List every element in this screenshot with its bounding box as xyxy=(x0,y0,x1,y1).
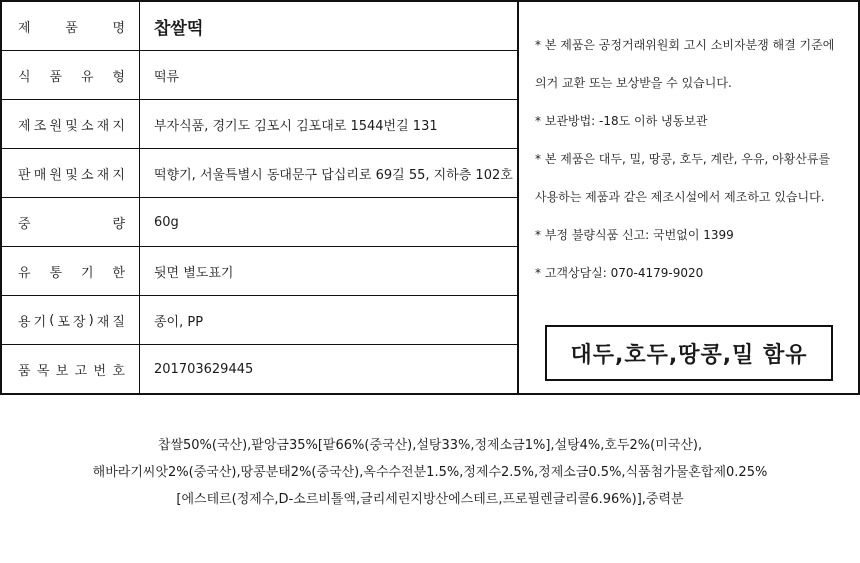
ingredients-line: 찹쌀50%(국산),팥앙금35%[팥66%(중국산),설탕33%,정제소금1%],설탕4%,호두2%(미국산), xyxy=(157,438,703,453)
info-row-label xyxy=(2,247,140,295)
label-char: 명 xyxy=(112,20,125,36)
info-row xyxy=(2,2,517,51)
info-row-value: 종이, PP xyxy=(154,314,204,330)
label-char: 지 xyxy=(112,118,125,134)
info-row xyxy=(2,345,517,394)
label-char: 량 xyxy=(112,216,125,232)
label-char: 제 xyxy=(18,20,31,36)
info-row xyxy=(2,100,517,149)
info-row-label xyxy=(2,51,140,99)
notice-line: 의거 교환 또는 보상받을 수 있습니다. xyxy=(535,76,732,90)
info-row-value: 201703629445 xyxy=(154,362,254,377)
label-char: 질 xyxy=(112,314,125,330)
label-char: 중 xyxy=(18,216,31,232)
label-char: 원 xyxy=(49,167,63,183)
notice-line: * 고객상담실: 070-4179-9020 xyxy=(535,266,704,280)
info-row xyxy=(2,247,517,296)
label-char: 재 xyxy=(96,167,110,183)
info-row-label xyxy=(2,296,140,344)
ingredients-line: [에스테르(정제수,D-소르비톨액,글리세린지방산에스테르,프로필렌글리콜6.96%)],중력분 xyxy=(176,492,684,507)
label-char: 보 xyxy=(55,364,69,379)
label-char: 목 xyxy=(36,364,50,379)
label-char: ( xyxy=(49,312,55,328)
info-row-label xyxy=(2,100,140,148)
label-char: 매 xyxy=(33,167,47,183)
info-row-label xyxy=(2,149,140,197)
label-char: 지 xyxy=(112,167,125,183)
label-char: 용 xyxy=(18,314,31,330)
product-name: 찹쌀떡 xyxy=(154,18,204,39)
notice-line: * 본 제품은 대두, 밀, 땅콩, 호두, 계란, 우유, 아황산류를 xyxy=(535,152,831,166)
label-char: 소 xyxy=(80,167,94,183)
notice-line: 사용하는 제품과 같은 제조시설에서 제조하고 있습니다. xyxy=(535,190,825,204)
label-char: ) xyxy=(88,312,94,328)
label-char: 식 xyxy=(18,69,31,85)
info-row-label xyxy=(2,198,140,246)
info-row xyxy=(2,296,517,345)
label-char: 원 xyxy=(49,118,63,134)
notice-list xyxy=(535,26,855,292)
label-char: 판 xyxy=(18,167,31,183)
info-row-value: 떡류 xyxy=(154,69,180,85)
label-char: 기 xyxy=(80,265,94,281)
label-char: 한 xyxy=(112,265,125,281)
label-char: 고 xyxy=(74,364,88,379)
product-info-column xyxy=(2,2,517,393)
label-char: 품 xyxy=(65,20,78,36)
label-char: 조 xyxy=(33,118,47,134)
info-row-value: 부자식품, 경기도 김포시 김포대로 1544번길 131 xyxy=(154,118,438,134)
ingredients-list xyxy=(0,432,860,513)
label-char: 통 xyxy=(49,265,63,281)
ingredients-line: 해바라기씨앗2%(중국산),땅콩분태2%(중국산),옥수수전분1.5%,정제수2.5%,정제소금0.5%,식품첨가물혼합제0.25% xyxy=(92,465,768,480)
notice-line: * 보관방법: -18도 이하 냉동보관 xyxy=(535,114,708,128)
label-char: 품 xyxy=(18,364,31,379)
label-char: 번 xyxy=(93,364,107,379)
info-row xyxy=(2,51,517,100)
label-char: 포 xyxy=(57,314,70,330)
label-char: 형 xyxy=(112,69,125,85)
label-char: 장 xyxy=(73,314,86,330)
label-char: 재 xyxy=(96,314,110,330)
notice-column xyxy=(517,2,858,393)
info-row-label xyxy=(2,2,140,50)
info-row-value: 60g xyxy=(154,214,179,230)
label-char: 소 xyxy=(80,118,94,134)
notice-line: * 부정 불량식품 신고: 국번없이 1399 xyxy=(535,228,734,242)
notice-line: * 본 제품은 공정거래위원회 고시 소비자분쟁 해결 기준에 xyxy=(535,38,835,52)
label-char: 품 xyxy=(49,69,63,85)
label-char: 제 xyxy=(18,118,31,134)
label-char: 유 xyxy=(18,265,31,281)
label-char: 및 xyxy=(65,118,78,134)
label-char: 호 xyxy=(112,364,125,379)
info-row xyxy=(2,198,517,247)
label-char: 기 xyxy=(33,314,47,330)
info-row-value: 뒷면 별도표기 xyxy=(154,265,234,281)
allergy-warning-box: 대두,호두,땅콩,밀 함유 xyxy=(545,325,833,381)
info-row-label xyxy=(2,345,140,394)
label-char: 및 xyxy=(65,167,78,183)
label-char: 재 xyxy=(96,118,110,134)
info-row-value: 떡향기, 서울특별시 동대문구 답십리로 69길 55, 지하층 102호 xyxy=(154,167,513,183)
label-char: 유 xyxy=(80,69,94,85)
info-row xyxy=(2,149,517,198)
